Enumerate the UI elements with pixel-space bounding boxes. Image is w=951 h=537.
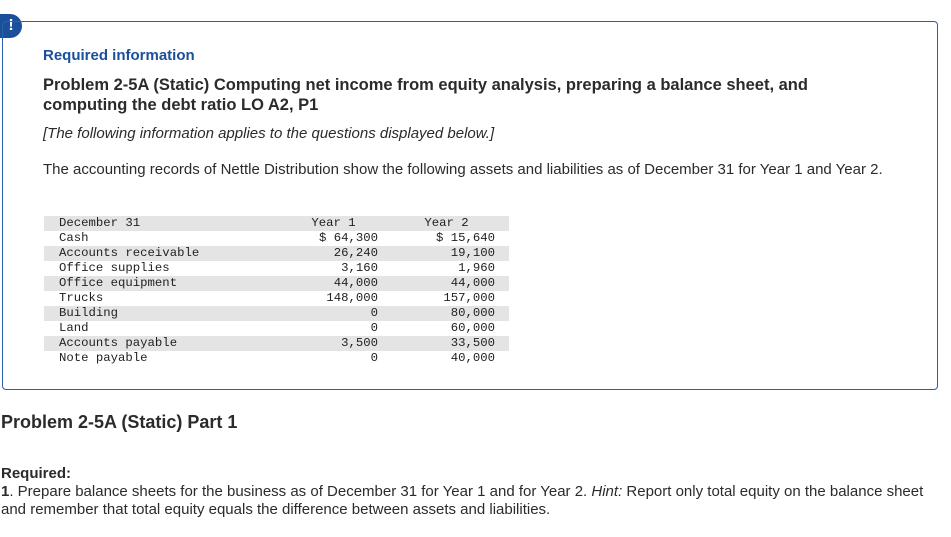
row-year-1: 44,000 (269, 276, 378, 291)
row-year-1: $ 64,300 (318, 231, 378, 245)
row-year-2: $ 15,640 (435, 231, 495, 245)
row-year-2: 60,000 (450, 321, 495, 335)
row-year-1: 26,240 (269, 246, 378, 261)
row-label: Accounts payable (44, 336, 269, 351)
row-year-2: 33,500 (378, 336, 495, 351)
item-text-part-2: Report only total equity on the balance sheet and remember that total equity equals the difference between assets and liabilities. (1, 483, 924, 518)
part-title: Problem 2-5A (Static) Part 1 (1, 412, 238, 432)
item-text-part-1: . Prepare balance sheets for the business as of December 31 for Year 1 and for Year 2. (9, 483, 592, 500)
alert-icon: ! (0, 14, 22, 38)
row-label: Land (59, 321, 89, 335)
row-label: Note payable (59, 351, 148, 365)
row-year-1: 0 (370, 351, 378, 365)
header-december-31: December 31 (44, 216, 269, 231)
table-header-row (44, 216, 509, 231)
row-year-2: 157,000 (443, 291, 495, 305)
row-year-1: 0 (269, 306, 378, 321)
hint-label: Hint: (591, 483, 623, 500)
row-year-1: 148,000 (326, 291, 378, 305)
row-year-1: 3,500 (269, 336, 378, 351)
row-year-1: 0 (370, 321, 378, 335)
header-year-2: Year 2 (378, 216, 495, 231)
assets-liabilities-table (44, 216, 509, 366)
row-label: Cash (59, 231, 89, 245)
header-year-1: Year 1 (269, 216, 378, 231)
info-note: [The following information applies to the questions displayed below.] (43, 125, 495, 142)
row-year-2: 40,000 (450, 351, 495, 365)
problem-title: Problem 2-5A (Static) Computing net income from equity analysis, preparing a balance sheet, and computing the debt ratio LO A2, P1 (43, 76, 808, 114)
table-row (44, 306, 509, 321)
table-row (44, 231, 509, 246)
row-label: Office supplies (59, 261, 170, 275)
table-row (44, 351, 509, 366)
row-label: Accounts receivable (44, 246, 269, 261)
required-information-heading: Required information (43, 47, 195, 64)
item-number: 1 (1, 483, 10, 500)
table-row (44, 246, 509, 261)
intro-paragraph: The accounting records of Nettle Distribution show the following assets and liabilities as of December 31 for Year 1 and Year 2. (43, 161, 883, 178)
row-label: Trucks (59, 291, 104, 305)
row-year-1: 3,160 (341, 261, 378, 275)
row-label: Building (44, 306, 269, 321)
table-row (44, 336, 509, 351)
table-row (44, 261, 509, 276)
row-year-2: 80,000 (378, 306, 495, 321)
row-year-2: 1,960 (458, 261, 495, 275)
required-label: Required: (1, 465, 72, 482)
table-row (44, 291, 509, 306)
table-row (44, 321, 509, 336)
table-row (44, 276, 509, 291)
row-label: Office equipment (44, 276, 269, 291)
row-year-2: 44,000 (378, 276, 495, 291)
row-year-2: 19,100 (378, 246, 495, 261)
required-instructions (1, 483, 931, 519)
